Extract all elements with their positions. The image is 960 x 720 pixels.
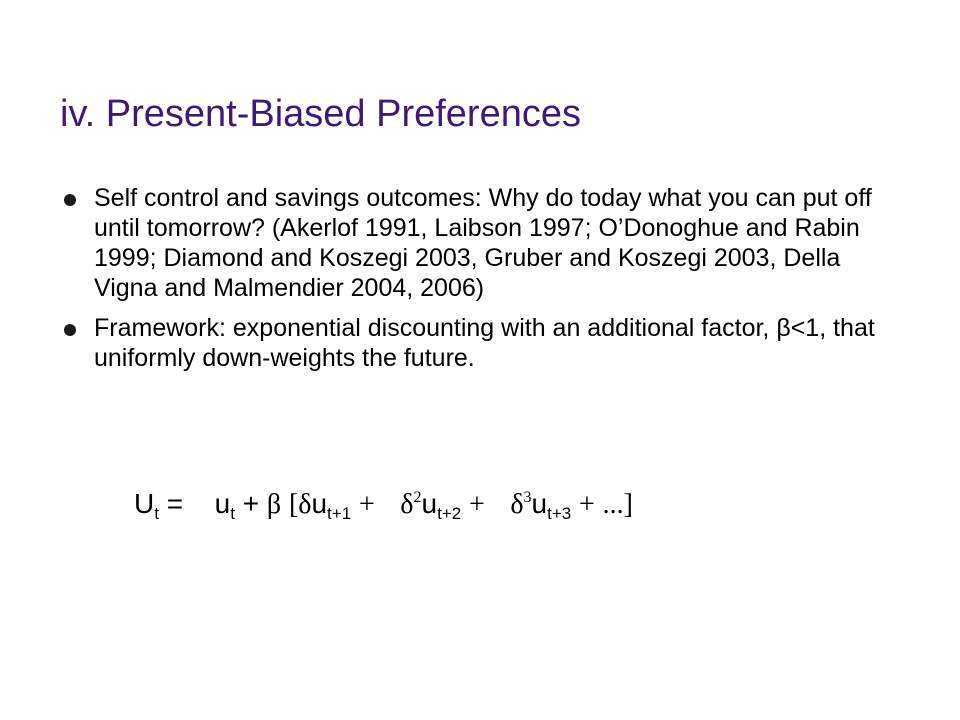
bullet-list [60, 183, 880, 383]
formula-plus3: + [579, 489, 595, 520]
formula-delta3: δ [510, 489, 524, 520]
bullet-dot-icon [64, 324, 76, 336]
bullet-text: Framework: exponential discounting with an additional factor, β<1, that uniformly down-weights the future. [94, 314, 875, 372]
formula-lhs-var: U [134, 488, 155, 519]
formula-plus2: + [468, 489, 485, 520]
formula-u1-sub: t+1 [327, 504, 352, 523]
bullet-item [60, 183, 880, 303]
formula-u1: u [311, 488, 328, 519]
formula-delta1: δ [298, 489, 312, 520]
formula-beta: β [266, 489, 282, 520]
formula-rbracket: ] [623, 489, 633, 520]
bullet-item [60, 313, 880, 373]
formula-u0-sub: t [230, 504, 235, 523]
formula-u0: u [214, 488, 231, 519]
formula-ellipsis: ... [602, 489, 624, 520]
utility-formula [134, 488, 633, 524]
formula-delta2-exp: 2 [413, 489, 422, 506]
formula-delta3-exp: 3 [523, 489, 532, 506]
formula-delta2: δ [400, 489, 414, 520]
slide-title: iv. Present-Biased Preferences [60, 93, 581, 135]
formula-plus: + [242, 488, 260, 519]
bullet-dot-icon [64, 194, 76, 206]
bullet-text: Self control and savings outcomes: Why do today what you can put off until tomorrow? (Akerlof 1991, Laibson 1997; O’Donoghue and Rabin 1999; Diamond and Koszegi 2003, Gruber and Koszegi 2003, Della Vigna and Malmendier 2004, 2006) [94, 184, 872, 302]
formula-lhs-sub: t [154, 504, 159, 523]
formula-u3: u [531, 488, 548, 519]
formula-plus1: + [358, 489, 375, 520]
formula-u2-sub: t+2 [437, 504, 462, 523]
formula-equals: = [166, 488, 184, 519]
formula-lbracket: [ [288, 489, 299, 520]
formula-u3-sub: t+3 [547, 504, 572, 523]
formula-u2: u [421, 488, 438, 519]
